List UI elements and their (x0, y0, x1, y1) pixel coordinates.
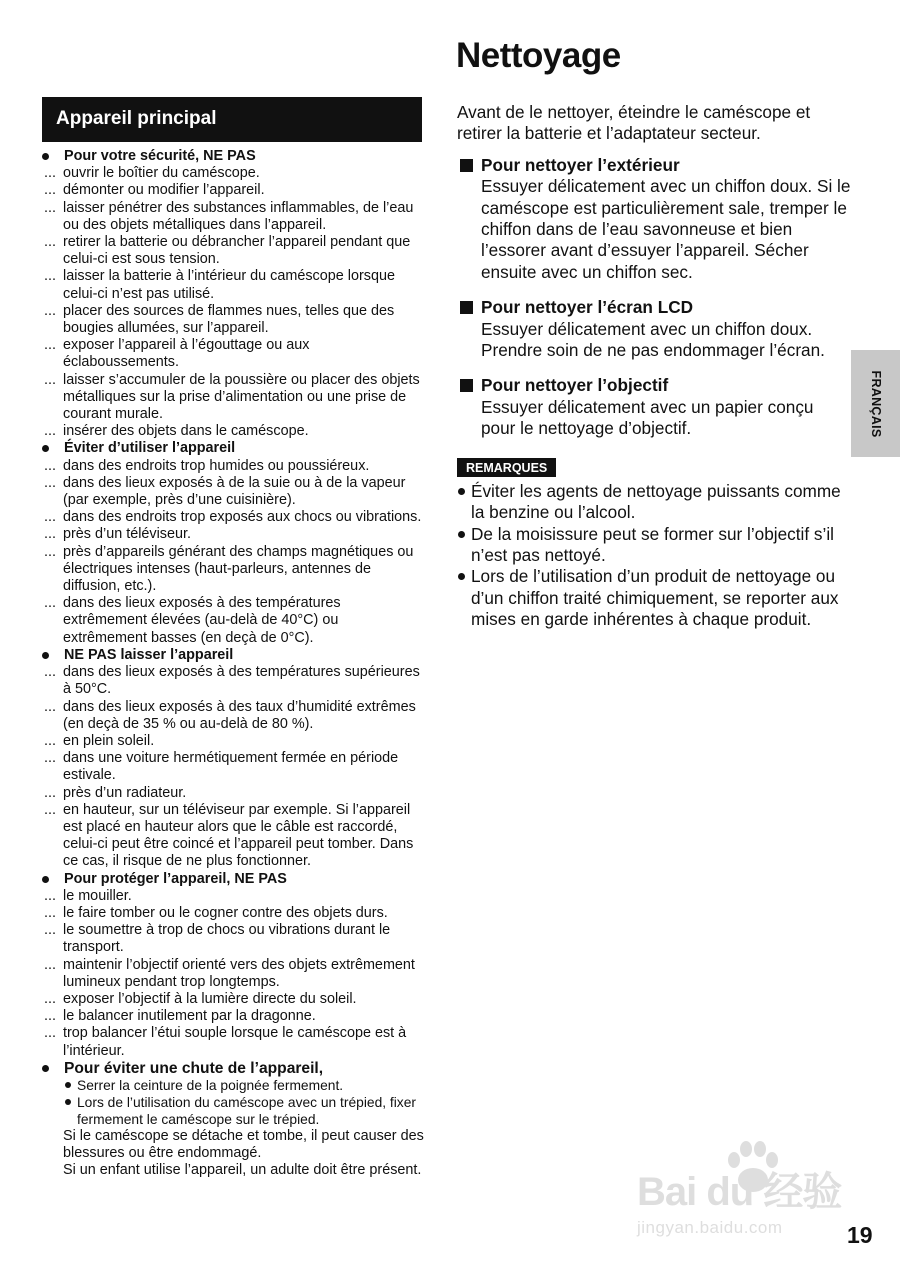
bullet-icon (42, 876, 49, 883)
list-item-text: près d’un téléviseur. (63, 526, 191, 543)
group-eviter (40, 440, 424, 646)
list-item (40, 337, 424, 371)
ellipsis-marker: ... (44, 922, 56, 939)
list-item-text: démonter ou modifier l’appareil. (63, 182, 265, 199)
group-proteger (40, 871, 424, 1060)
list-item (40, 544, 424, 596)
ellipsis-marker: ... (44, 904, 56, 921)
list-item-text: retirer la batterie ou débrancher l’appareil pendant que celui-ci est sous tension. (63, 234, 411, 268)
remark-item (457, 481, 852, 524)
list-item (40, 905, 424, 922)
group-heading-text: NE PAS laisser l’appareil (64, 646, 234, 663)
list-item (40, 802, 424, 871)
list-item (40, 785, 424, 802)
list-item (40, 372, 424, 424)
list-item (40, 526, 424, 543)
list-item-text: en plein soleil. (63, 732, 155, 749)
list-item (40, 303, 424, 337)
list-item-text: dans une voiture hermétiquement fermée en période estivale. (63, 750, 399, 784)
list-item (40, 1008, 424, 1025)
group-heading (40, 1060, 424, 1077)
list-item (40, 423, 424, 440)
list-item-text: dans des lieux exposés à des températures supérieures à 50°C. (63, 664, 420, 698)
remark-item (457, 566, 852, 630)
list-item (40, 750, 424, 784)
list-item-text: trop balancer l’étui souple lorsque le caméscope est à l’intérieur. (63, 1025, 407, 1059)
ellipsis-marker: ... (44, 199, 56, 216)
ellipsis-marker: ... (44, 182, 56, 199)
language-tab-label: FRANÇAIS (868, 370, 883, 437)
cleaning-column (457, 102, 852, 631)
list-item-text: dans des endroits trop humides ou poussiéreux. (63, 457, 370, 474)
bullet-icon (65, 1082, 71, 1088)
square-bullet-icon (460, 379, 473, 392)
section-header-appareil-principal: Appareil principal (42, 97, 422, 142)
list-item (40, 509, 424, 526)
ellipsis-marker: ... (44, 990, 56, 1007)
bullet-icon (42, 445, 49, 452)
section-body: Essuyer délicatement avec un chiffon doux. Si le caméscope est particulièrement sale, tremper le chiffon dans de l’eau savonneuse et bien l’essorer avant d’essuyer l’appareil. Sécher ensuite avec un chiffon sec. (481, 176, 851, 282)
remark-text: Éviter les agents de nettoyage puissants comme la benzine ou l’alcool. (471, 480, 841, 523)
list-item (40, 268, 424, 302)
ellipsis-marker: ... (44, 474, 56, 491)
ellipsis-marker: ... (44, 887, 56, 904)
section-exterieur (457, 155, 852, 283)
list-item (40, 458, 424, 475)
ellipsis-marker: ... (44, 784, 56, 801)
list-item (40, 1025, 424, 1059)
ellipsis-marker: ... (44, 1008, 56, 1025)
watermark-logo-text: Bai du 经验 (637, 1170, 842, 1214)
ellipsis-marker: ... (44, 423, 56, 440)
ellipsis-marker: ... (44, 1025, 56, 1042)
list-item-text: exposer l’appareil à l’égouttage ou aux éclaboussements. (63, 337, 310, 371)
list-item-text: le balancer inutilement par la dragonne. (63, 1008, 316, 1025)
section-title-text: Pour nettoyer l’extérieur (481, 154, 680, 175)
section-body: Essuyer délicatement avec un chiffon doux. Prendre soin de ne pas endommager l’écran. (481, 318, 825, 361)
ellipsis-marker: ... (44, 337, 56, 354)
list-item (40, 922, 424, 956)
list-item (40, 165, 424, 182)
ellipsis-marker: ... (44, 664, 56, 681)
ellipsis-marker: ... (44, 165, 56, 182)
group-ne-pas-laisser (40, 647, 424, 871)
list-item (40, 957, 424, 991)
list-item (40, 200, 424, 234)
ellipsis-marker: ... (44, 234, 56, 251)
ellipsis-marker: ... (44, 371, 56, 388)
list-item-text: dans des lieux exposés à des taux d’humidité extrêmes (en deçà de 35 % ou au-delà de 80 %). (63, 698, 416, 732)
list-item (40, 475, 424, 509)
section-title (457, 297, 852, 318)
ellipsis-marker: ... (44, 595, 56, 612)
ellipsis-marker: ... (44, 698, 56, 715)
list-item-text: près d’appareils générant des champs magnétiques ou électriques intenses (haut-parleurs, antennes de diffusion, etc.). (63, 543, 414, 595)
ellipsis-marker: ... (44, 750, 56, 767)
watermark-url: jingyan.baidu.com (637, 1218, 783, 1237)
list-item-text: dans des lieux exposés à des températures extrêmement élevées (au-delà de 40°C) ou extrêmement basses (en deçà de 0°C). (63, 595, 341, 646)
sub-list-item-text: Serrer la ceinture de la poignée fermement. (77, 1077, 344, 1093)
bullet-icon (42, 153, 49, 160)
list-item (40, 664, 424, 698)
list-item-text: en hauteur, sur un téléviseur par exemple. Si l’appareil est placé en hauteur alors que le câble est raccordé, celui-ci peut être coincé et l’appareil peut tomber. Dans ce cas, il risque de ne plus fonctionner. (63, 801, 414, 870)
list-item (40, 699, 424, 733)
group-heading (40, 647, 424, 664)
group-heading-text: Pour votre sécurité, NE PAS (64, 148, 256, 164)
list-item-text: dans des endroits trop exposés aux chocs ou vibrations. (63, 509, 422, 526)
list-item-text: près d’un radiateur. (63, 784, 187, 801)
list-item-text: dans des lieux exposés à de la suie ou à de la vapeur (par exemple, près d’une cuisinière). (63, 474, 406, 509)
group-securite (40, 148, 424, 440)
sub-list-item (40, 1094, 424, 1128)
list-item-text: insérer des objets dans le caméscope. (63, 423, 309, 440)
group-chute (40, 1060, 424, 1180)
list-item-text: le mouiller. (63, 887, 132, 904)
list-item-text: placer des sources de flammes nues, telles que des bougies allumées, sur l’appareil. (63, 302, 395, 337)
square-bullet-icon (460, 159, 473, 172)
fall-note-2: Si un enfant utilise l’appareil, un adulte doit être présent. (63, 1162, 422, 1179)
page-number: 19 (847, 1222, 873, 1248)
group-heading (40, 148, 424, 165)
square-bullet-icon (460, 301, 473, 314)
safety-precautions-column (40, 148, 424, 1180)
group-heading (40, 871, 424, 888)
section-body: Essuyer délicatement avec un papier conçu pour le nettoyage d’objectif. (481, 396, 814, 439)
section-ecran-lcd (457, 297, 852, 361)
section-title-text: Pour nettoyer l’écran LCD (481, 297, 694, 318)
group-heading (40, 440, 424, 457)
intro-text: Avant de le nettoyer, éteindre le caméscope et retirer la batterie et l’adaptateur secteur. (457, 102, 811, 144)
section-objectif (457, 375, 852, 439)
list-item-text: laisser pénétrer des substances inflammables, de l’eau ou des objets métalliques dans l’appareil. (63, 199, 414, 233)
list-item-text: exposer l’objectif à la lumière directe du soleil. (63, 990, 357, 1007)
bullet-icon (42, 1065, 49, 1072)
baidu-watermark (637, 1140, 847, 1260)
bullet-icon (458, 531, 465, 538)
ellipsis-marker: ... (44, 956, 56, 973)
group-heading-text: Pour éviter une chute de l’appareil, (64, 1059, 324, 1077)
sub-list-item (40, 1077, 424, 1094)
ellipsis-marker: ... (44, 457, 56, 474)
page-title: Nettoyage (456, 36, 621, 75)
paw-icon (722, 1140, 782, 1196)
list-item-text: ouvrir le boîtier du caméscope. (63, 165, 260, 182)
section-title (457, 375, 852, 396)
section-title-text: Pour nettoyer l’objectif (481, 375, 669, 396)
language-tab (851, 350, 900, 457)
list-item (40, 991, 424, 1008)
ellipsis-marker: ... (44, 302, 56, 319)
list-item (40, 182, 424, 199)
list-item (40, 733, 424, 750)
ellipsis-marker: ... (44, 509, 56, 526)
ellipsis-marker: ... (44, 526, 56, 543)
list-item (40, 595, 424, 647)
list-item-text: maintenir l’objectif orienté vers des objets extrêmement lumineux pendant trop longtemps. (63, 956, 415, 990)
list-item-text: le faire tomber ou le cogner contre des objets durs. (63, 904, 388, 921)
list-item (40, 234, 424, 268)
remark-text: De la moisissure peut se former sur l’objectif s’il n’est pas nettoyé. (471, 523, 834, 565)
remark-text: Lors de l’utilisation d’un produit de nettoyage ou d’un chiffon traité chimiquement, se reporter aux mises en garde inhérentes à chaque produit. (471, 566, 839, 630)
list-item (40, 888, 424, 905)
list-item-text: le soumettre à trop de chocs ou vibrations durant le transport. (63, 922, 391, 956)
list-item-text: laisser la batterie à l’intérieur du caméscope lorsque celui-ci n’est pas utilisé. (63, 268, 395, 302)
bullet-icon (42, 652, 49, 659)
list-item-text: laisser s’accumuler de la poussière ou placer des objets métalliques sur la prise d’alimentation ou une prise de courant murale. (63, 371, 420, 423)
fall-note-1: Si le caméscope se détache et tombe, il peut causer des blessures ou être endommagé. (63, 1127, 424, 1162)
group-heading-text: Éviter d’utiliser l’appareil (64, 440, 236, 457)
ellipsis-marker: ... (44, 543, 56, 560)
remarks-badge: REMARQUES (457, 458, 556, 477)
sub-list-item-text: Lors de l’utilisation du caméscope avec un trépied, fixer fermement le caméscope sur le trépied. (77, 1094, 416, 1127)
ellipsis-marker: ... (44, 732, 56, 749)
section-title (457, 155, 852, 176)
bullet-icon (65, 1099, 71, 1105)
bullet-icon (458, 488, 465, 495)
ellipsis-marker: ... (44, 801, 56, 818)
remark-item (457, 524, 852, 567)
ellipsis-marker: ... (44, 268, 56, 285)
bullet-icon (458, 573, 465, 580)
group-heading-text: Pour protéger l’appareil, NE PAS (64, 870, 287, 887)
